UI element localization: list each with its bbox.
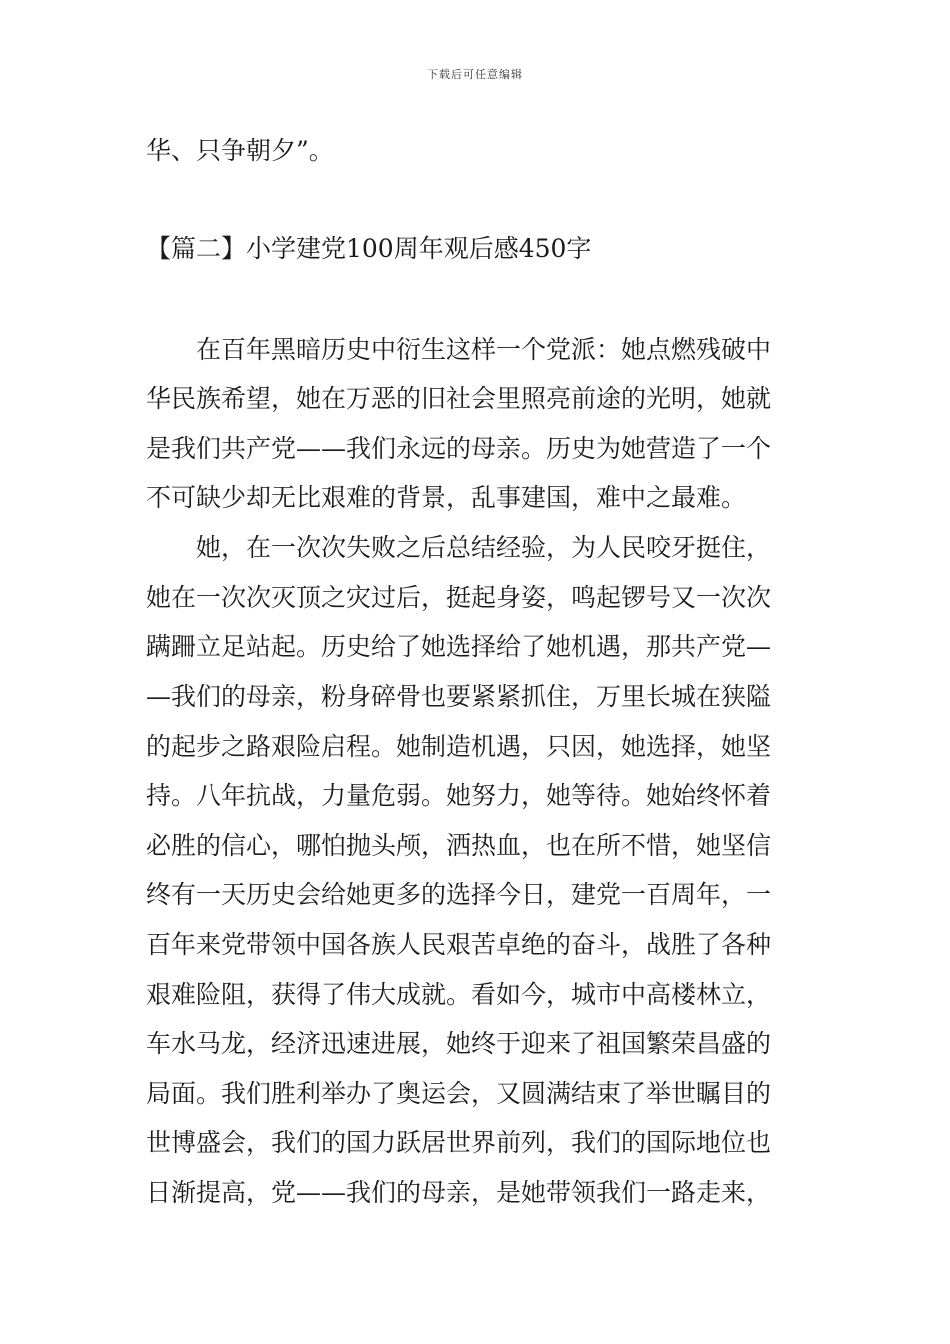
text-line: 华、只争朝夕”。 (146, 136, 334, 165)
text-line: 艰难险阻，获得了伟大成就。看如今，城市中高楼林立， (146, 980, 772, 1009)
text-line: 日渐提高，党——我们的母亲，是她带领我们一路走来， (146, 1178, 772, 1207)
text-line: 持。八年抗战，力量危弱。她努力，她等待。她始终怀着 (146, 781, 772, 810)
text-line: 车水马龙，经济迅速进展，她终于迎来了祖国繁荣昌盛的 (146, 1029, 772, 1058)
text-line: 世博盛会，我们的国力跃居世界前列，我们的国际地位也 (146, 1128, 772, 1157)
text-line: 她在一次次灭顶之灾过后，挺起身姿，鸣起锣号又一次次 (146, 583, 772, 612)
header-note: 下载后可任意编辑 (427, 68, 523, 81)
text-line: 蹒跚立足站起。历史给了她选择给了她机遇，那共产党— (146, 632, 772, 661)
text-line: 百年来党带领中国各族人民艰苦卓绝的奋斗，战胜了各种 (146, 930, 772, 959)
text-line: —我们的母亲，粉身碎骨也要紧紧抓住，万里长城在狭隘 (146, 682, 772, 711)
text-line: 她，在一次次失败之后总结经验，为人民咬牙挺住， (196, 533, 772, 562)
text-line: 局面。我们胜利举办了奥运会，又圆满结束了举世瞩目的 (146, 1079, 772, 1108)
text-line: 终有一天历史会给她更多的选择今日，建党一百周年，一 (146, 880, 772, 909)
text-line: 在百年黑暗历史中衍生这样一个党派：她点燃残破中 (196, 335, 772, 364)
text-line: 不可缺少却无比艰难的背景，乱事建国，难中之最难。 (146, 483, 747, 512)
text-line: 必胜的信心，哪怕抛头颅，洒热血，也在所不惜，她坚信 (146, 831, 772, 860)
text-line: 是我们共产党——我们永远的母亲。历史为她营造了一个 (146, 434, 772, 463)
text-line: 的起步之路艰险启程。她制造机遇，只因，她选择，她坚 (146, 732, 772, 761)
section-title: 【篇二】小学建党100周年观后感450字 (146, 234, 592, 263)
text-line: 华民族希望，她在万恶的旧社会里照亮前途的光明，她就 (146, 384, 772, 413)
